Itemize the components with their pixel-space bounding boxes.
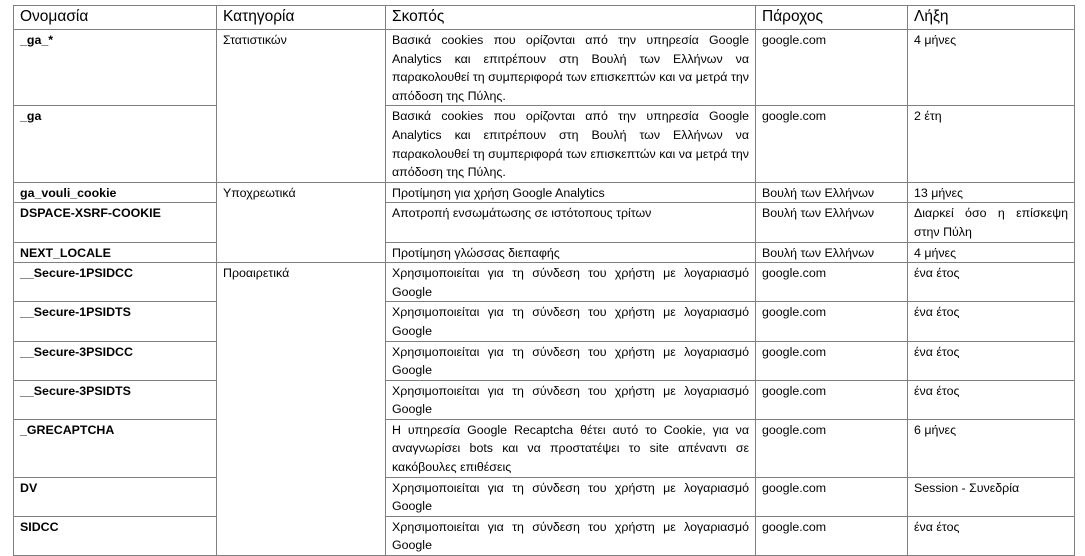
cookie-purpose: Βασικά cookies που ορίζονται από την υπηρεσία Google Analytics και επιτρέπουν στη Βουλή των Ελλήνων να παρακολουθεί τη συμπεριφορά των επισκεπτών και να μετρά την απόδοση της Πύλης. (386, 106, 756, 182)
category-statistics: Στατιστικών (217, 30, 386, 183)
cookie-name: _GRECAPTCHA (14, 419, 217, 477)
table-row (14, 380, 1075, 419)
cookie-name: DV (14, 477, 217, 516)
table-row (14, 341, 1075, 380)
table-row (14, 242, 1075, 263)
cookie-expiry: Session - Συνεδρία (908, 477, 1075, 516)
cookie-expiry: 13 μήνες (908, 182, 1075, 203)
cookie-purpose: Προτίμηση για χρήση Google Analytics (386, 182, 756, 203)
cookie-name: _ga (14, 106, 217, 182)
cookie-expiry: ένα έτος (908, 380, 1075, 419)
table-row (14, 263, 1075, 302)
table-row (14, 477, 1075, 516)
cookies-table (13, 5, 1075, 556)
cookie-purpose: Χρησιμοποιείται για τη σύνδεση του χρήστη με λογαριασμό Google (386, 477, 756, 516)
table-row (14, 302, 1075, 341)
header-name: Ονομασία (14, 6, 217, 30)
table-header (14, 6, 1075, 30)
table-row (14, 182, 1075, 203)
table-row (14, 106, 1075, 182)
header-provider: Πάροχος (756, 6, 908, 30)
cookie-expiry: 6 μήνες (908, 419, 1075, 477)
category-optional: Προαιρετικά (217, 263, 386, 556)
cookie-name: ga_vouli_cookie (14, 182, 217, 203)
cookie-purpose: Χρησιμοποιείται για τη σύνδεση του χρήστη με λογαριασμό Google (386, 263, 756, 302)
cookie-name: DSPACE-XSRF-COOKIE (14, 203, 217, 242)
cookie-provider: google.com (756, 341, 908, 380)
cookie-expiry: ένα έτος (908, 516, 1075, 555)
table-body (14, 30, 1075, 556)
cookie-purpose: Προτίμηση γλώσσας διεπαφής (386, 242, 756, 263)
cookie-provider: Βουλή των Ελλήνων (756, 182, 908, 203)
table-row (14, 203, 1075, 242)
cookie-expiry: ένα έτος (908, 302, 1075, 341)
cookie-expiry: 2 έτη (908, 106, 1075, 182)
cookie-provider: google.com (756, 419, 908, 477)
header-purpose: Σκοπός (386, 6, 756, 30)
cookie-purpose: Χρησιμοποιείται για τη σύνδεση του χρήστη με λογαριασμό Google (386, 380, 756, 419)
cookie-purpose: Χρησιμοποιείται για τη σύνδεση του χρήστη με λογαριασμό Google (386, 516, 756, 555)
cookie-name: NEXT_LOCALE (14, 242, 217, 263)
cookie-expiry: ένα έτος (908, 341, 1075, 380)
table-row (14, 516, 1075, 555)
cookie-name: _ga_* (14, 30, 217, 106)
table-row (14, 30, 1075, 106)
cookie-purpose: Χρησιμοποιείται για τη σύνδεση του χρήστη με λογαριασμό Google (386, 341, 756, 380)
table-row (14, 419, 1075, 477)
cookie-purpose: Βασικά cookies που ορίζονται από την υπηρεσία Google Analytics και επιτρέπουν στη Βουλή των Ελλήνων να παρακολουθεί τη συμπεριφορά των επισκεπτών και να μετρά την απόδοση της Πύλης. (386, 30, 756, 106)
cookie-purpose: Η υπηρεσία Google Recaptcha θέτει αυτό το Cookie, για να αναγνωρίσει bots και να προστατέψει το site απέναντι σε κακόβουλες επιθέσεις (386, 419, 756, 477)
cookie-name: __Secure-1PSIDCC (14, 263, 217, 302)
cookie-name: __Secure-3PSIDTS (14, 380, 217, 419)
cookie-provider: google.com (756, 106, 908, 182)
cookie-provider: google.com (756, 380, 908, 419)
cookie-provider: Βουλή των Ελλήνων (756, 242, 908, 263)
cookie-name: __Secure-3PSIDCC (14, 341, 217, 380)
cookie-name: SIDCC (14, 516, 217, 555)
cookie-provider: Βουλή των Ελλήνων (756, 203, 908, 242)
cookie-purpose: Χρησιμοποιείται για τη σύνδεση του χρήστη με λογαριασμό Google (386, 302, 756, 341)
cookie-purpose: Αποτροπή ενσωμάτωσης σε ιστότοπους τρίτων (386, 203, 756, 242)
cookie-provider: google.com (756, 30, 908, 106)
cookie-expiry: 4 μήνες (908, 30, 1075, 106)
cookie-provider: google.com (756, 263, 908, 302)
cookie-provider: google.com (756, 516, 908, 555)
header-category: Κατηγορία (217, 6, 386, 30)
category-required: Υποχρεωτικά (217, 182, 386, 262)
cookie-name: __Secure-1PSIDTS (14, 302, 217, 341)
cookie-expiry: Διαρκεί όσο η επίσκεψη στην Πύλη (908, 203, 1075, 242)
cookie-provider: google.com (756, 477, 908, 516)
cookie-expiry: ένα έτος (908, 263, 1075, 302)
cookie-expiry: 4 μήνες (908, 242, 1075, 263)
header-row (14, 6, 1075, 30)
cookie-provider: google.com (756, 302, 908, 341)
header-expiry: Λήξη (908, 6, 1075, 30)
